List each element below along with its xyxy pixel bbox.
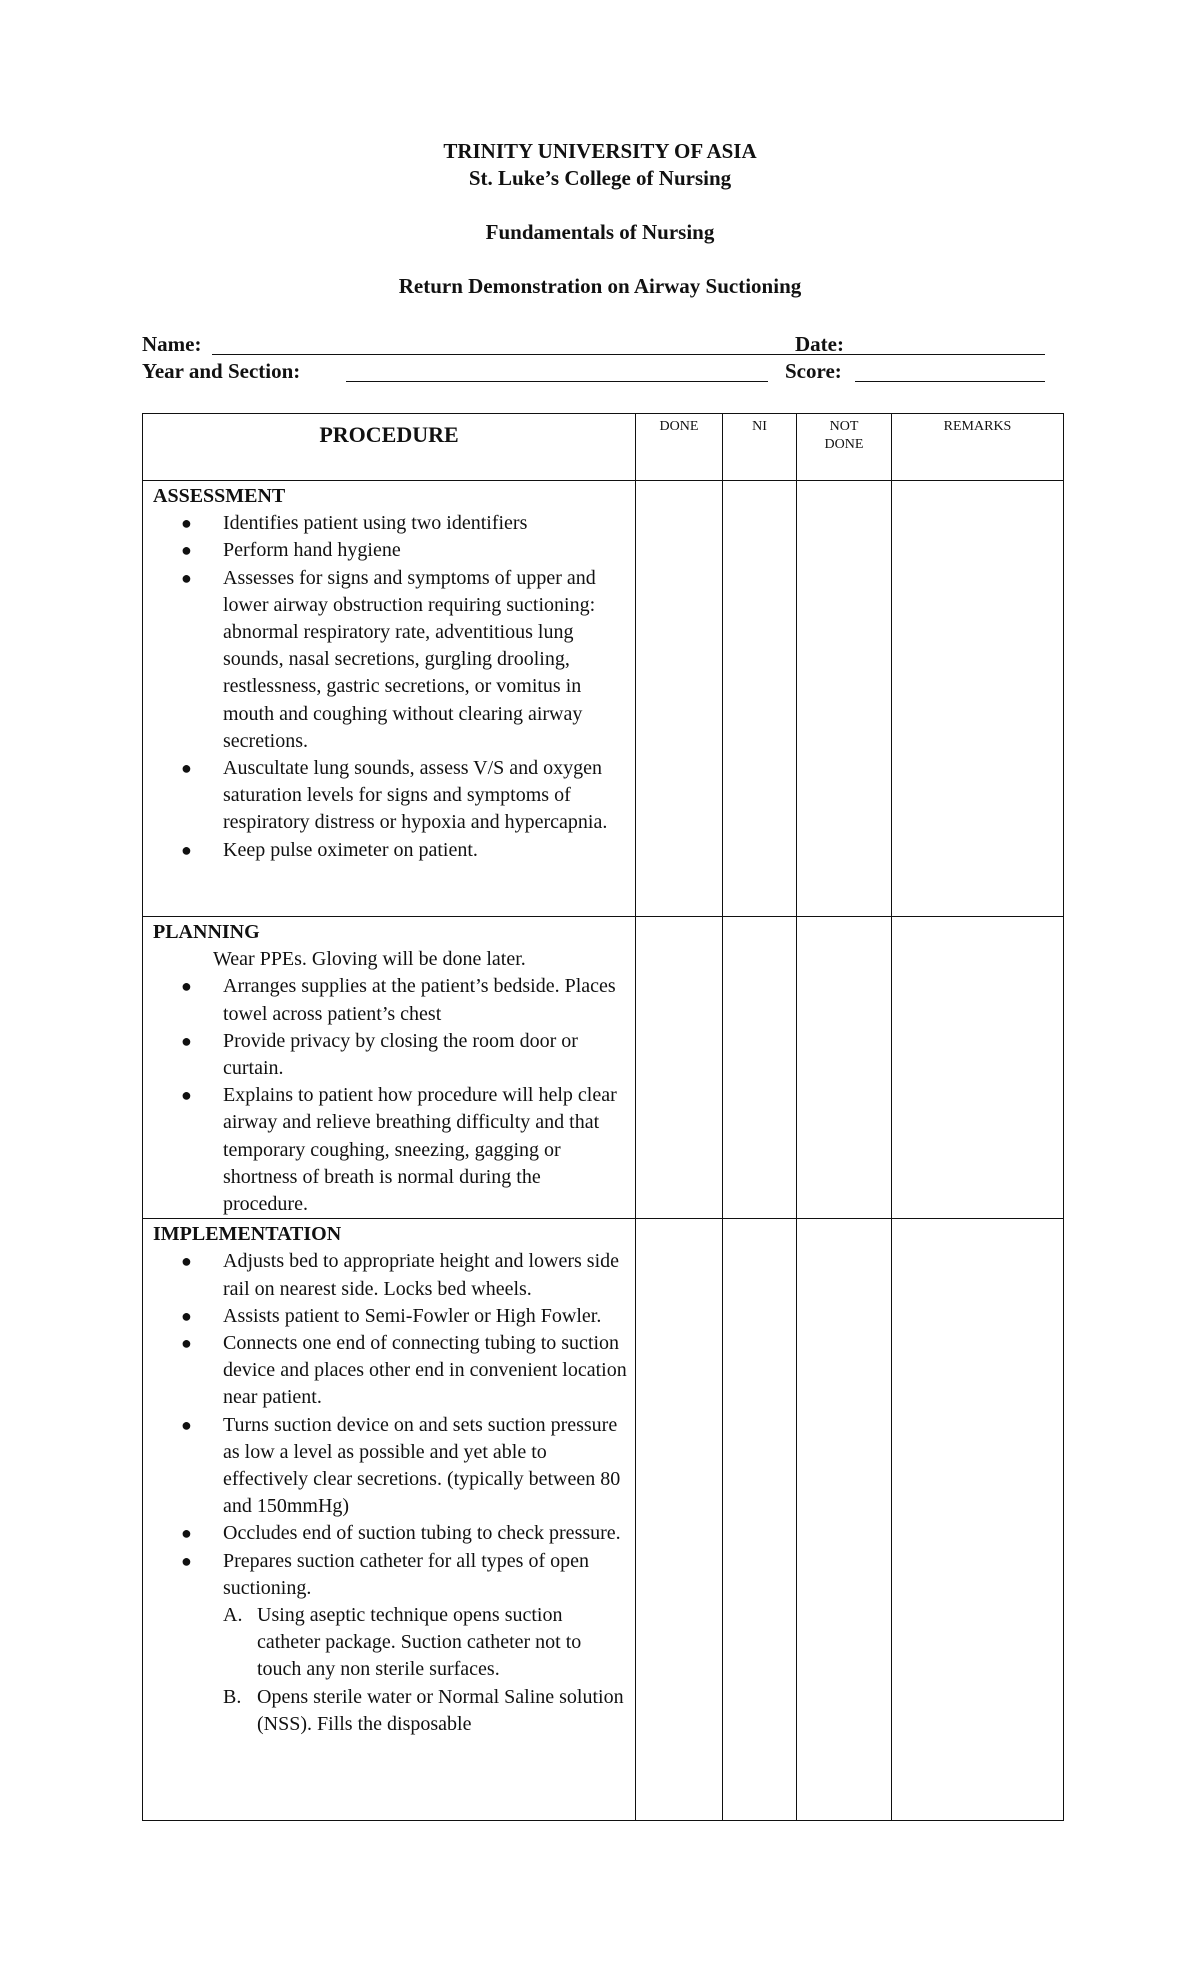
section-row-implementation bbox=[143, 1219, 1064, 1821]
checklist-table bbox=[142, 413, 1064, 1821]
date-label: Date: bbox=[795, 332, 844, 356]
item-text: Provide privacy by closing the room door or curtain. bbox=[223, 1029, 578, 1080]
assessment-remarks-cell[interactable] bbox=[892, 481, 1064, 917]
assessment-list bbox=[153, 510, 627, 864]
assessment-procedure-cell bbox=[143, 481, 636, 917]
planning-not-done-cell[interactable] bbox=[797, 917, 892, 1219]
list-item bbox=[153, 1412, 627, 1521]
list-item bbox=[153, 510, 627, 537]
col-remarks: REMARKS bbox=[892, 414, 1064, 481]
score-field[interactable] bbox=[855, 359, 1045, 382]
table-header-row bbox=[143, 414, 1064, 481]
score-label: Score: bbox=[785, 359, 842, 383]
item-text: Prepares suction catheter for all types of open suctioning. bbox=[223, 1549, 589, 1599]
implementation-done-cell[interactable] bbox=[636, 1219, 723, 1821]
year-section-label: Year and Section: bbox=[142, 359, 301, 383]
item-text: Occludes end of suction tubing to check pressure. bbox=[223, 1522, 621, 1545]
sub-item bbox=[153, 1684, 627, 1738]
implementation-sublist bbox=[153, 1602, 627, 1738]
bullet-icon: ● bbox=[181, 1251, 192, 1272]
planning-procedure-cell bbox=[143, 917, 636, 1219]
implementation-list bbox=[153, 1248, 627, 1602]
sub-item-text: Opens sterile water or Normal Saline solution (NSS). Fills the disposable bbox=[257, 1685, 624, 1735]
bullet-icon: ● bbox=[181, 1333, 192, 1354]
section-row-planning bbox=[143, 917, 1064, 1219]
sub-item-letter: B. bbox=[223, 1685, 242, 1708]
bullet-icon: ● bbox=[181, 839, 192, 860]
list-item bbox=[153, 1330, 627, 1412]
assessment-ni-cell[interactable] bbox=[723, 481, 797, 917]
planning-ni-cell[interactable] bbox=[723, 917, 797, 1219]
bullet-icon: ● bbox=[181, 758, 192, 779]
date-field[interactable] bbox=[855, 332, 1045, 355]
item-text: Adjusts bed to appropriate height and lowers side rail on nearest side. Locks bed wheels. bbox=[223, 1250, 620, 1300]
bullet-icon: ● bbox=[181, 1550, 192, 1571]
list-item bbox=[153, 837, 627, 864]
planning-list bbox=[153, 973, 627, 1218]
list-item bbox=[153, 1028, 627, 1082]
list-item bbox=[153, 755, 627, 837]
item-text: Assists patient to Semi-Fowler or High Fowler. bbox=[223, 1304, 602, 1327]
section-row-assessment bbox=[143, 481, 1064, 917]
section-title: PLANNING bbox=[153, 921, 260, 943]
list-item bbox=[153, 1248, 627, 1302]
bullet-icon: ● bbox=[181, 1305, 192, 1326]
col-done: DONE bbox=[636, 414, 723, 481]
planning-remarks-cell[interactable] bbox=[892, 917, 1064, 1219]
implementation-remarks-cell[interactable] bbox=[892, 1219, 1064, 1821]
bullet-icon: ● bbox=[181, 1414, 192, 1435]
bullet-icon: ● bbox=[181, 567, 192, 588]
list-item bbox=[153, 1520, 627, 1547]
col-not-done bbox=[797, 414, 892, 481]
assessment-not-done-cell[interactable] bbox=[797, 481, 892, 917]
list-item bbox=[153, 565, 627, 755]
col-ni: NI bbox=[723, 414, 797, 481]
sub-item-letter: A. bbox=[223, 1604, 243, 1627]
item-text: Connects one end of connecting tubing to suction device and places other end in convenient location near patient. bbox=[223, 1332, 627, 1409]
item-text: Explains to patient how procedure will help clear airway and relieve breathing difficulty and that temporary coughing, sneezing, gagging or shortness of breath is normal during the procedure. bbox=[223, 1084, 617, 1216]
section-title: IMPLEMENTATION bbox=[153, 1223, 342, 1246]
col-not-done-label: NOT DONE bbox=[824, 419, 864, 452]
list-item bbox=[153, 537, 627, 564]
list-item bbox=[153, 1548, 627, 1602]
item-text: Arranges supplies at the patient’s bedside. Places towel across patient’s chest bbox=[223, 975, 616, 1025]
sub-item-text: Using aseptic technique opens suction catheter package. Suction catheter not to touch any non sterile surfaces. bbox=[257, 1604, 582, 1681]
list-item bbox=[153, 973, 627, 1027]
bullet-icon: ● bbox=[181, 976, 192, 997]
planning-done-cell[interactable] bbox=[636, 917, 723, 1219]
item-text: Auscultate lung sounds, assess V/S and oxygen saturation levels for signs and symptoms of respiratory distress or hypoxia and hypercapnia. bbox=[223, 757, 608, 834]
list-item bbox=[153, 1082, 627, 1218]
implementation-ni-cell[interactable] bbox=[723, 1219, 797, 1821]
name-label: Name: bbox=[142, 332, 202, 356]
list-item bbox=[153, 1303, 627, 1330]
course-name: Fundamentals of Nursing bbox=[485, 220, 715, 244]
planning-note: Wear PPEs. Gloving will be done later. bbox=[213, 948, 526, 971]
item-text: Assesses for signs and symptoms of upper and lower airway obstruction requiring suctioning: abnormal respiratory rate, adventitious lung sounds, nasal secretions, gurgling drooling, restlessness, gastric secretions, or vomitus in mouth and coughing without clearing airway secretions. bbox=[223, 566, 596, 752]
implementation-procedure-cell bbox=[143, 1219, 636, 1821]
bullet-icon: ● bbox=[181, 1085, 192, 1106]
item-text: Identifies patient using two identifiers bbox=[223, 512, 528, 535]
col-procedure: PROCEDURE bbox=[143, 414, 636, 481]
item-text: Perform hand hygiene bbox=[223, 539, 401, 562]
bullet-icon: ● bbox=[181, 540, 192, 561]
implementation-not-done-cell[interactable] bbox=[797, 1219, 892, 1821]
bullet-icon: ● bbox=[181, 1030, 192, 1051]
bullet-icon: ● bbox=[181, 1523, 192, 1544]
item-text: Turns suction device on and sets suction pressure as low a level as possible and yet able to effectively clear secretions. (typically between 80 and 150mmHg) bbox=[223, 1413, 621, 1518]
bullet-icon: ● bbox=[181, 513, 192, 534]
assessment-done-cell[interactable] bbox=[636, 481, 723, 917]
item-text: Keep pulse oximeter on patient. bbox=[223, 838, 478, 861]
year-section-field[interactable] bbox=[346, 359, 768, 382]
year-score-row bbox=[142, 359, 1062, 387]
form-title: Return Demonstration on Airway Suctioning bbox=[398, 274, 802, 298]
university-name: TRINITY UNIVERSITY OF ASIA bbox=[443, 139, 757, 163]
sub-item bbox=[153, 1602, 627, 1684]
name-date-row bbox=[142, 332, 1062, 360]
section-title: ASSESSMENT bbox=[153, 485, 286, 507]
college-name: St. Luke’s College of Nursing bbox=[468, 166, 732, 190]
